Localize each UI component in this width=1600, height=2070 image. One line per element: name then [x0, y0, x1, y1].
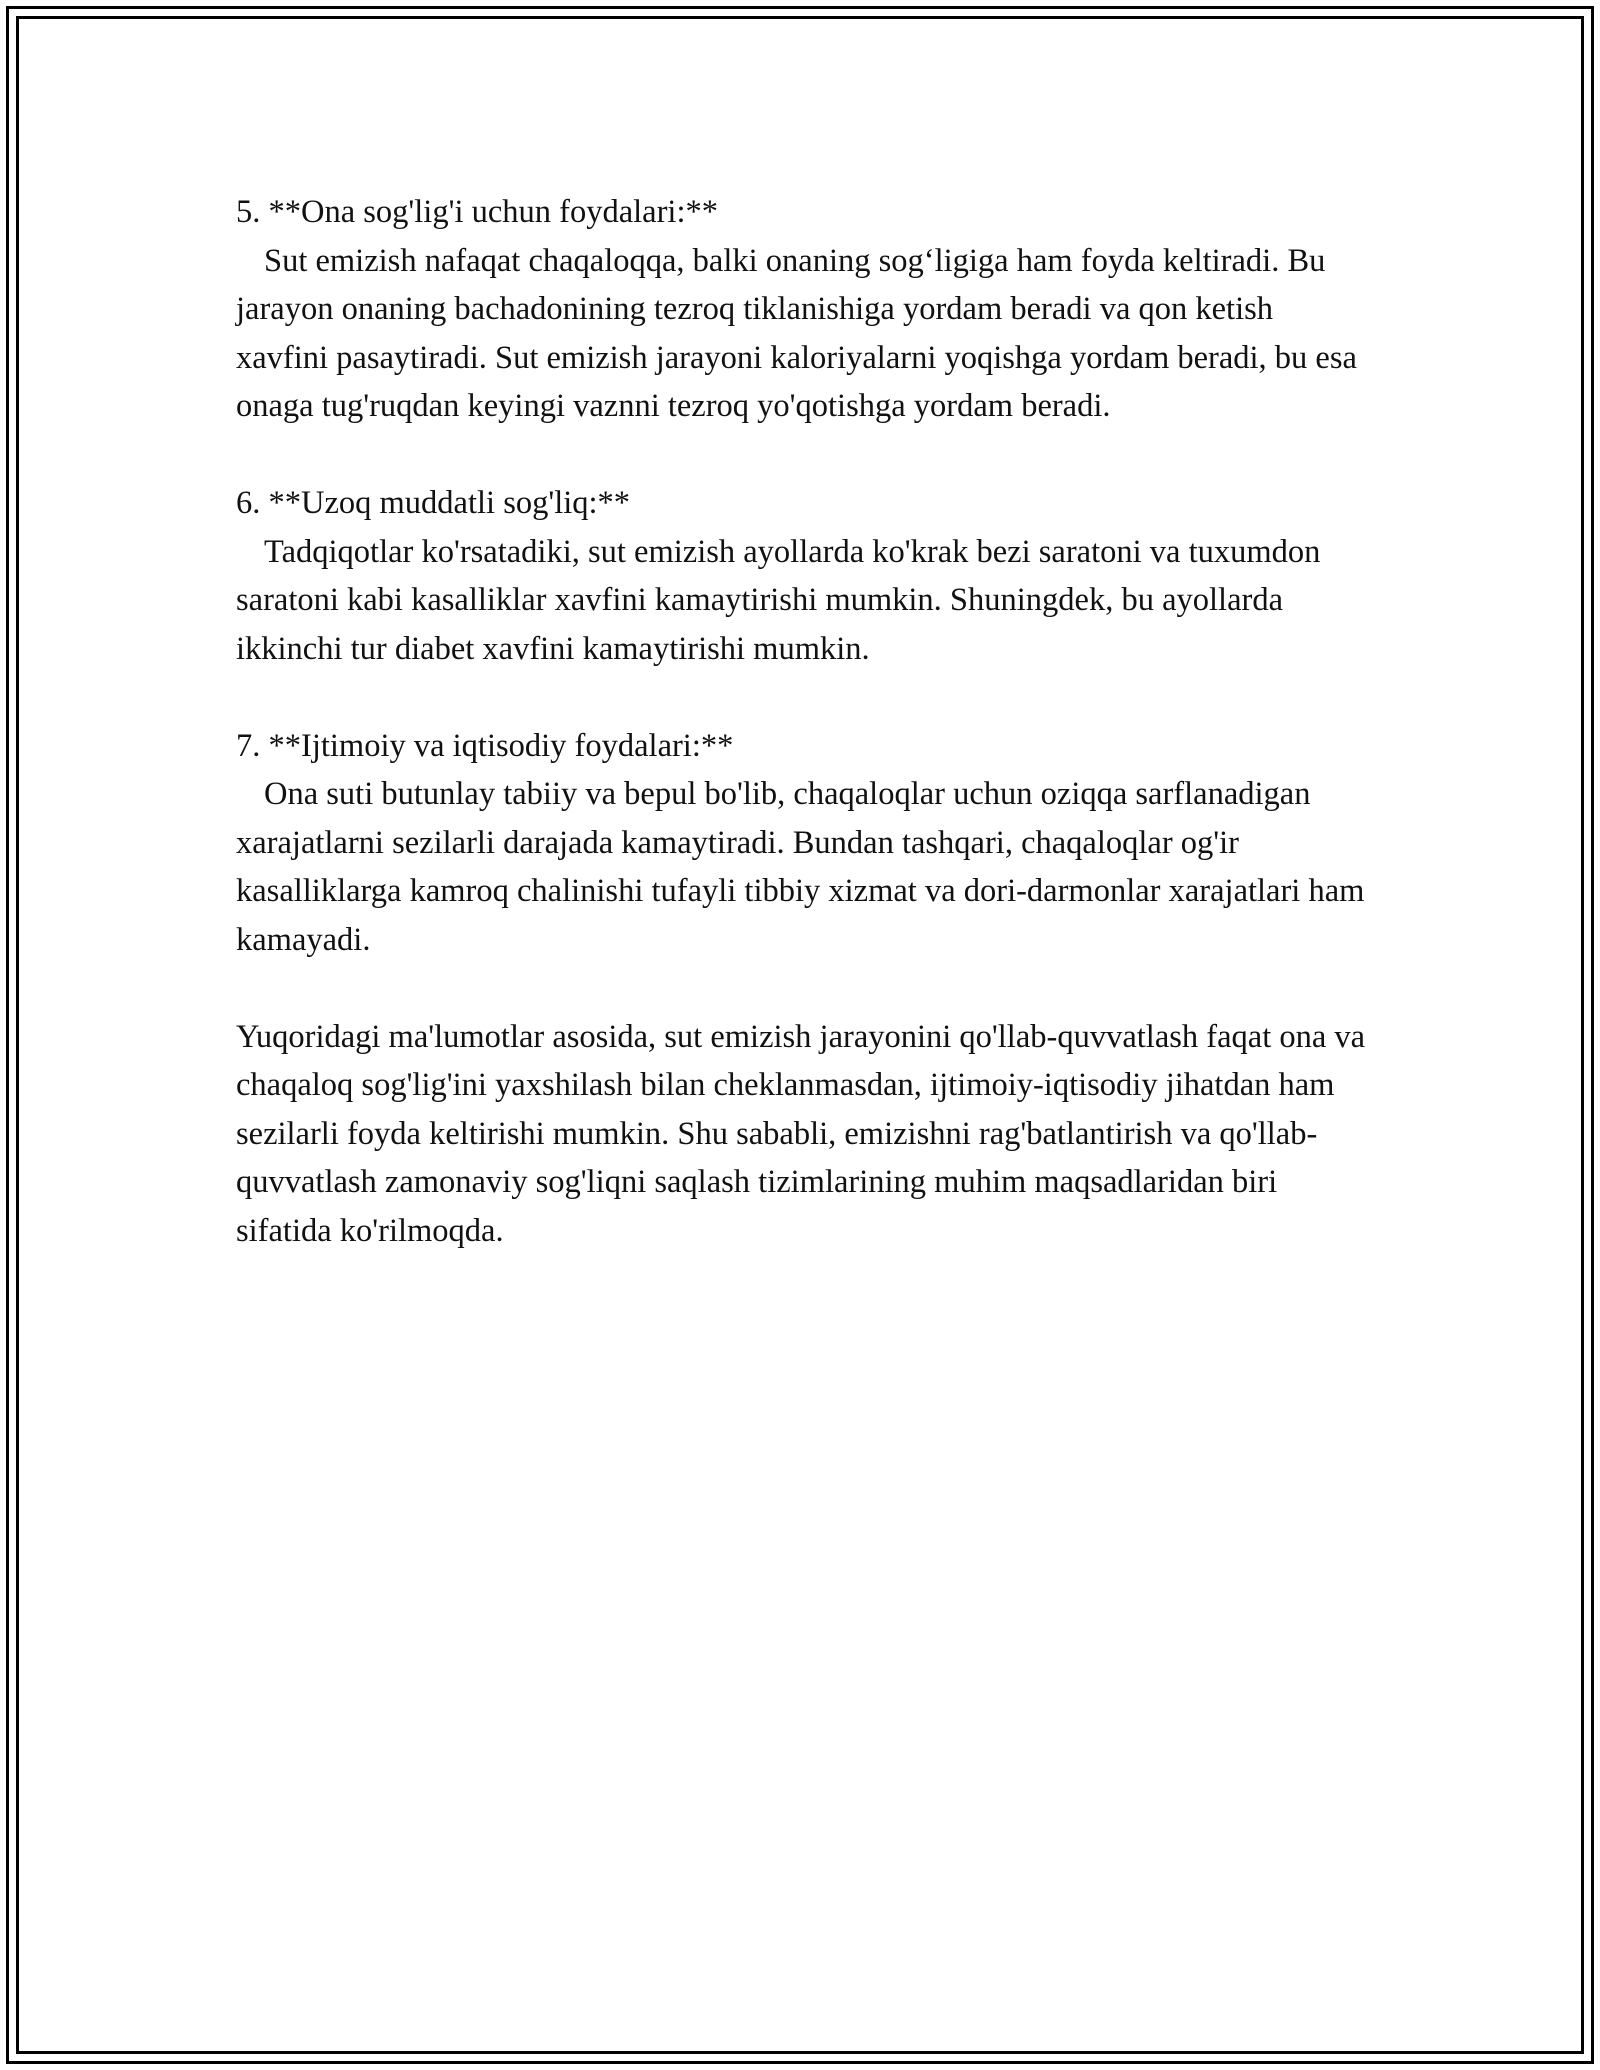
section-paragraph: Tadqiqotlar ko'rsatadiki, sut emizish ayollarda ko'krak bezi saratoni va tuxumdon saratoni kabi kasalliklar xavfini kamaytirishi mumkin. Shuningdek, bu ayollarda ikkinchi tur diabet xavfini kamaytirishi mumkin.	[236, 533, 1321, 667]
section-mother-health	[236, 188, 1366, 431]
section-paragraph: Ona suti butunlay tabiiy va bepul bo'lib, chaqaloqlar uchun oziqqa sarflanadigan xarajatlarni sezilarli darajada kamaytiradi. Bundan tashqari, chaqaloqlar og'ir kasalliklarga kamroq chalinishi tufayli tibbiy xizmat va dori-darmonlar xarajatlari ham kamayadi.	[236, 776, 1365, 958]
section-heading: 6. **Uzoq muddatli sog'liq:**	[236, 485, 631, 521]
document-body	[236, 188, 1366, 1255]
section-paragraph: Sut emizish nafaqat chaqaloqqa, balki onaning sog‘ligiga ham foyda keltiradi. Bu jarayon onaning bachadonining tezroq tiklanishiga yordam beradi va qon ketish xavfini pasaytiradi. Sut emizish jarayoni kaloriyalarni yoqishga yordam beradi, bu esa onaga tug'ruqdan keyingi vaznni tezroq yo'qotishga yordam beradi.	[236, 242, 1357, 424]
conclusion-paragraph: Yuqoridagi ma'lumotlar asosida, sut emizish jarayonini qo'llab-quvvatlash faqat ona va chaqaloq sog'lig'ini yaxshilash bilan cheklanmasdan, ijtimoiy-iqtisodiy jihatdan ham sezilarli foyda keltirishi mumkin. Shu sababli, emizishni rag'batlantirish va qo'llab-quvvatlash zamonaviy sog'liqni saqlash tizimlarining muhim maqsadlaridan biri sifatida ko'rilmoqda.	[236, 1018, 1366, 1249]
section-social-economic	[236, 722, 1366, 965]
section-long-term-health	[236, 479, 1366, 673]
section-heading: 7. **Ijtimoiy va iqtisodiy foydalari:**	[236, 727, 734, 764]
section-heading: 5. **Ona sog'lig'i uchun foydalari:**	[236, 194, 718, 230]
